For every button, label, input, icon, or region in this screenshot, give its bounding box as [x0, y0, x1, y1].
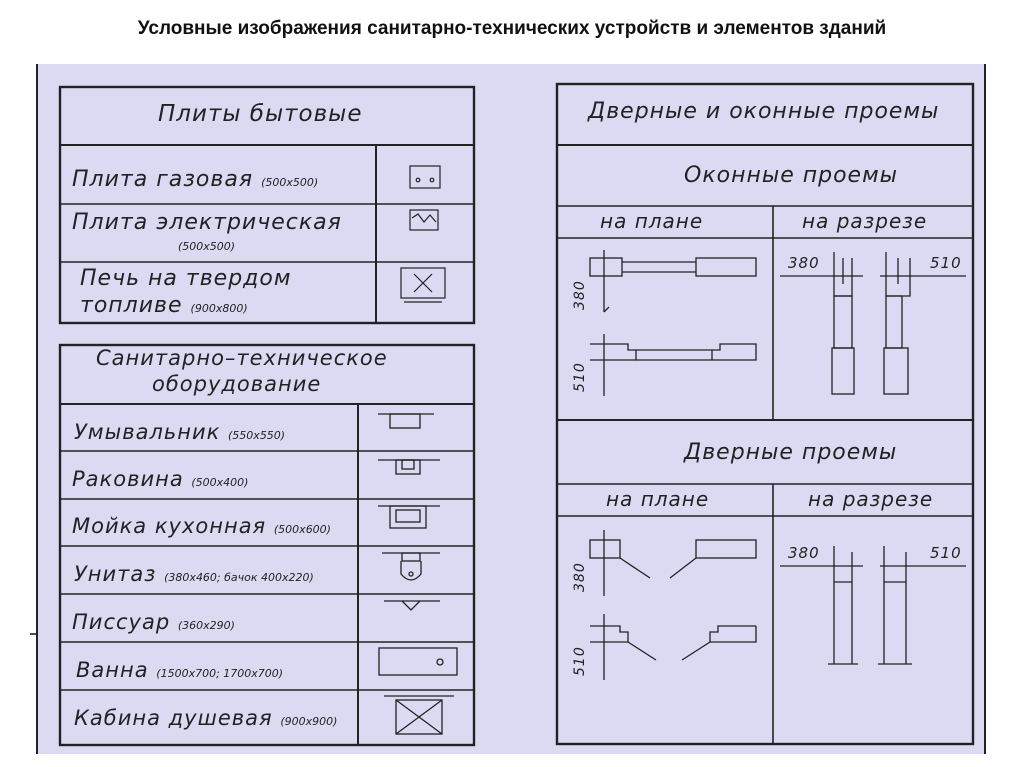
- page-title: Условные изображения санитарно-технических устройств и элементов зданий: [137, 18, 887, 39]
- window-plan-dim-510: 510: [572, 362, 588, 392]
- sink-icon: [378, 460, 440, 474]
- shower-cabin-icon: [384, 696, 454, 734]
- windows-header: Оконные проемы: [684, 163, 899, 188]
- door-plan-510: [590, 614, 756, 680]
- windows-section-label: на разрезе: [802, 209, 928, 233]
- door-plan-dim-510: 510: [572, 646, 588, 676]
- sanitary-table: [60, 345, 474, 745]
- gas-stove-icon: [410, 166, 440, 188]
- sanitary-header-line2: оборудование: [152, 372, 322, 396]
- doors-plan-label: на плане: [606, 487, 710, 511]
- urinal-icon: [384, 601, 440, 610]
- openings-header: Дверные и оконные проемы: [588, 99, 940, 124]
- door-plan-380: [590, 530, 756, 596]
- solid-fuel-stove-label-line2: топливе (900х800): [80, 293, 248, 318]
- window-plan-510: [590, 334, 756, 396]
- solid-fuel-stove-icon: [401, 268, 445, 302]
- window-plan-380: [590, 250, 756, 312]
- gas-stove-label: Плита газовая (500х500): [72, 167, 319, 192]
- doors-section-label: на разрезе: [808, 487, 934, 511]
- window-section: [780, 252, 966, 394]
- kitchen-sink-icon: [378, 506, 440, 528]
- window-section-dim-510: 510: [930, 254, 962, 272]
- electric-stove-label: Плита электрическая: [72, 210, 342, 235]
- doors-header: Дверные проемы: [684, 440, 898, 465]
- door-section-dim-380: 380: [788, 544, 820, 562]
- windows-plan-label: на плане: [600, 209, 704, 233]
- door-section: [780, 546, 966, 664]
- toilet-label: Унитаз (380х460; бачок 400х220): [74, 562, 314, 586]
- door-section-dim-510: 510: [930, 544, 962, 562]
- kitchen-sink-label: Мойка кухонная (500х600): [72, 514, 331, 538]
- stoves-header: Плиты бытовые: [158, 101, 363, 127]
- window-section-dim-380: 380: [788, 254, 820, 272]
- shower-cabin-label: Кабина душевая (900х900): [74, 706, 338, 730]
- window-plan-dim-380: 380: [572, 280, 588, 310]
- electric-stove-size: (500х500): [178, 240, 236, 253]
- bathtub-icon: [379, 648, 457, 675]
- door-plan-dim-380: 380: [572, 562, 588, 592]
- electric-stove-icon: [410, 210, 438, 230]
- toilet-icon: [382, 553, 440, 580]
- sanitary-header-line1: Санитарно–техническое: [96, 346, 388, 370]
- bathtub-label: Ванна (1500х700; 1700х700): [76, 658, 284, 682]
- sink-label: Раковина (500х400): [72, 467, 249, 491]
- solid-fuel-stove-label-line1: Печь на твердом: [80, 266, 292, 291]
- washbasin-label: Умывальник (550х550): [74, 420, 286, 444]
- urinal-label: Писсуар (360х290): [72, 610, 235, 634]
- washbasin-icon: [378, 414, 434, 428]
